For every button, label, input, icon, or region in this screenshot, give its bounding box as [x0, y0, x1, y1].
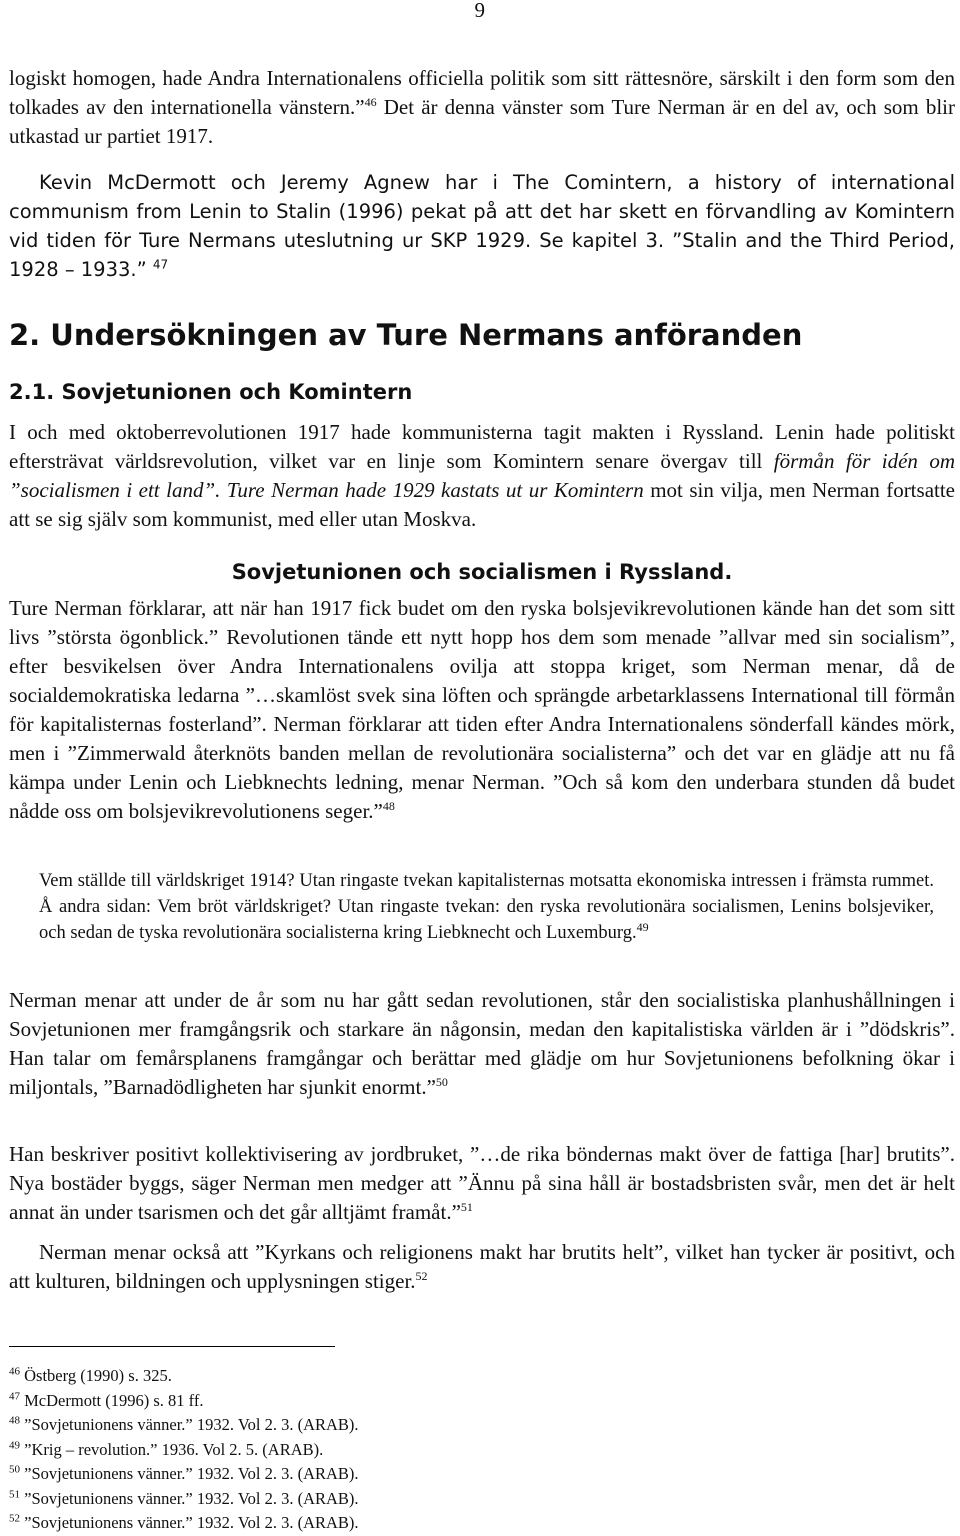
- intro-text-b: Det är denna vänster som Ture Nerman är en del av, och som blir utkastad ur partiet 1917.: [9, 95, 955, 148]
- footnote-number: 48: [9, 1414, 20, 1427]
- footnote-text: ”Sovjetunionens vänner.” 1932. Vol 2. 3. (ARAB).: [24, 1464, 359, 1483]
- historiography-paragraph: [9, 168, 955, 284]
- page-number: 9: [474, 0, 485, 22]
- footnote-ref-52[interactable]: 52: [415, 1269, 428, 1283]
- church-paragraph: [9, 1238, 955, 1296]
- planning-paragraph: [9, 986, 955, 1102]
- church-text: Nerman menar också att ”Kyrkans och religionens makt har brutits helt”, vilket han tycker är positivt, och att kulturen, bildningen och upplysningen stiger.: [9, 1240, 955, 1293]
- footnote-ref-47[interactable]: 47: [152, 257, 169, 272]
- block-quote-text: Vem ställde till världskriget 1914? Utan ringaste tvekan kapitalisternas motsatta ekonomiska intressen i främsta rummet. Å andra sidan: Vem bröt världskriget? Utan ringaste tvekan: den ryska revolutionära socialismen, Lenins bolsjeviker, och sedan de tyska revolutionära socialisterna kring Liebknecht och Luxemburg.: [39, 871, 934, 943]
- footnote-item: [9, 1438, 359, 1463]
- footnotes-list: [9, 1364, 359, 1536]
- footnote-text: ”Sovjetunionens vänner.” 1932. Vol 2. 3. (ARAB).: [24, 1415, 359, 1434]
- footnote-ref-46[interactable]: 46: [364, 95, 377, 109]
- footnote-number: 49: [9, 1439, 20, 1451]
- footnote-item: [9, 1487, 359, 1512]
- footnote-ref-50[interactable]: 50: [435, 1075, 448, 1089]
- footnote-text: McDermott (1996) s. 81 ff.: [24, 1390, 204, 1410]
- footnote-item: [9, 1511, 359, 1536]
- footnote-number: 47: [9, 1390, 20, 1402]
- footnote-item: [9, 1413, 359, 1438]
- document-page: [9, 0, 955, 1534]
- collectivisation-paragraph: [9, 1140, 955, 1227]
- footnote-text: ”Sovjetunionens vänner.” 1932. Vol 2. 3. (ARAB).: [24, 1513, 359, 1532]
- footnote-item: [9, 1389, 359, 1414]
- section-intro-text-a: I och med oktoberrevolutionen 1917 hade kommunisterna tagit makten i Ryssland. Lenin hade politiskt eftersträvat världsrevolution, vilket var en linje som Komintern senare övergav till: [9, 420, 955, 473]
- footnote-divider: [9, 1346, 335, 1347]
- footnote-number: 51: [9, 1488, 20, 1500]
- intro-paragraph: [9, 64, 955, 151]
- historiography-text: Kevin McDermott och Jeremy Agnew har i The Comintern, a history of international communism from Lenin to Stalin (1996) pekat på att det har skett en förvandling av Komintern vid tiden för Ture Nermans uteslutning ur SKP 1929. Se kapitel 3. ”Stalin and the Third Period, 1928 – 1933.”: [9, 171, 955, 281]
- collectivisation-text: Han beskriver positivt kollektivisering av jordbruket, ”…de rika böndernas makt över de fattiga [har] brutits”. Nya bostäder byggs, säger Nerman men medger att ”Ännu på sina håll är bostadsbristen svår, men det är helt annat än under tsarismen och det går alltjämt framåt.”: [9, 1142, 955, 1224]
- footnote-number: 46: [9, 1365, 20, 1378]
- section-intro-text-b: mot sin vilja, men Nerman fortsatte att se sig själv som kommunist, med eller utan Moskva.: [9, 478, 956, 531]
- footnote-ref-48[interactable]: 48: [382, 799, 395, 813]
- footnote-text: ”Krig – revolution.” 1936. Vol 2. 5. (ARAB).: [24, 1439, 324, 1459]
- footnote-ref-51[interactable]: 51: [460, 1200, 473, 1214]
- section-heading: 2. Undersökningen av Ture Nermans anföranden: [9, 318, 803, 352]
- footnote-item: [9, 1462, 359, 1487]
- footnote-number: 50: [9, 1463, 20, 1476]
- subsection-heading: 2.1. Sovjetunionen och Komintern: [9, 380, 413, 404]
- revolution-paragraph: [9, 594, 955, 826]
- theme-heading: Sovjetunionen och socialismen i Ryssland.: [231, 560, 733, 584]
- planning-text: Nerman menar att under de år som nu har gått sedan revolutionen, står den socialistiska planhushållningen i Sovjetunionen mer framgångsrik och starkare än någonsin, medan den kapitalistiska världen är i ”dödskris”. Han talar om femårsplanens framgångar och berättar med glädje om hur Sovjetunionens befolkning ökar i miljontals, ”Barnadödligheten har sjunkit enormt.”: [9, 988, 955, 1099]
- footnote-text: ”Sovjetunionens vänner.” 1932. Vol 2. 3. (ARAB).: [24, 1488, 359, 1508]
- footnote-number: 52: [9, 1512, 20, 1525]
- revolution-text: Ture Nerman förklarar, att när han 1917 fick budet om den ryska bolsjevikrevolutionen kände han det som sitt livs ”största ögonblick.” Revolutionen tände ett nytt hopp hos dem som menade ”allvar med sin socialism”, efter besvikelsen över Andra Internationalens ovilja att stoppa kriget, som Nerman menar, då de socialdemokratiska ledarna ”…skamlöst svek sina löften och sprängde arbetarklassens International till förmån för kapitalisternas fosterland”. Nerman förklarar att tiden efter Andra Internationalens sönderfall kändes mörk, men i ”Zimmerwald återknöts banden mellan de revolutionära socialisterna” och det var en glädje att nu få kämpa under Lenin och Liebknechts ledning, menar Nerman. ”Och så kom den underbara stunden då budet nådde oss om bolsjevikrevolutionens seger.”: [9, 596, 955, 823]
- section-intro-italic: förmån för idén om ”socialismen i ett land”. Ture Nerman hade 1929 kastats ut ur Komintern: [9, 449, 955, 502]
- block-quote: [39, 868, 934, 946]
- footnote-item: [9, 1364, 359, 1389]
- section-intro-paragraph: [9, 418, 955, 534]
- footnote-text: Östberg (1990) s. 325.: [24, 1366, 172, 1385]
- intro-text-a: logiskt homogen, hade Andra Internationalens officiella politik som sitt rättesnöre, särskilt i den form som den tolkades av den internationella vänstern.”: [9, 66, 955, 119]
- footnote-ref-49[interactable]: 49: [636, 919, 649, 934]
